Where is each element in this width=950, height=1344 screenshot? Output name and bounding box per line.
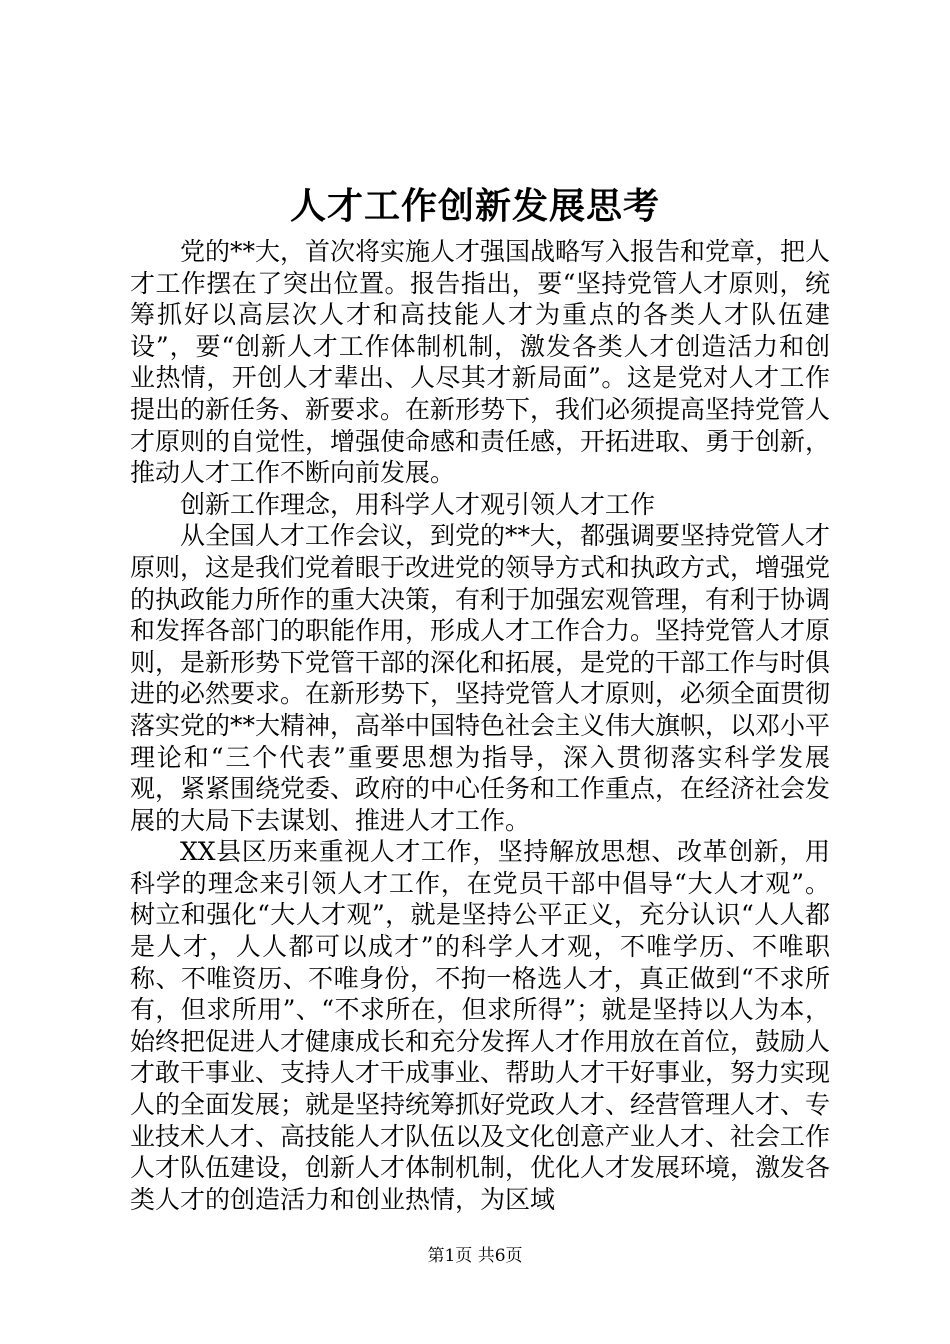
document-title: 人才工作创新发展思考 [289, 185, 660, 227]
page-footer: 第1页 共6页 [427, 1246, 523, 1266]
paragraph-intro: 党的**大，首次将实施人才强国战略写入报告和党章，把人才工作摆在了突出位置。报告指出，要“坚持党管人才原则，统筹抓好以高层次人才和高技能人才为重点的各类人才队伍建设”，要“创新人才工作体制机制，激发各类人才创造活力和创业热情，开创人才辈出、人尽其才新局面”。这是党对人才工作提出的新任务、新要求。在新形势下，我们必须提高坚持党管人才原则的自觉性，增强使命感和责任感，开拓进取、勇于创新，推动人才工作不断向前发展。 [130, 237, 831, 488]
document-body [130, 236, 830, 1215]
paragraph-principle: 从全国人才工作会议，到党的**大，都强调要坚持党管人才原则，这是我们党着眼于改进党的领导方式和执政方式，增强党的执政能力所作的重大决策，有利于加强宏观管理，有利于协调和发挥各部门的职能作用，形成人才工作合力。坚持党管人才原则，是新形势下党管干部的深化和拓展，是党的干部工作与时俱进的必然要求。在新形势下，坚持党管人才原则，必须全面贯彻落实党的**大精神，高举中国特色社会主义伟大旗帜，以邓小平理论和“三个代表”重要思想为指导，深入贯彻落实科学发展观，紧紧围绕党委、政府的中心任务和工作重点，在经济社会发展的大局下去谋划、推进人才工作。 [130, 521, 831, 835]
paragraph-county: XX县区历来重视人才工作，坚持解放思想、改革创新，用科学的理念来引领人才工作，在党员干部中倡导“大人才观”。树立和强化“大人才观”，就是坚持公平正义，充分认识“人人都是人才，人人都可以成才”的科学人才观，不唯学历、不唯职称、不唯资历、不唯身份，不拘一格选人才，真正做到“不求所有，但求所用”、“不求所在，但求所得”；就是坚持以人为本，始终把促进人才健康成长和充分发挥人才作用放在首位，鼓励人才敢干事业、支持人才干成事业、帮助人才干好事业，努力实现人的全面发展；就是坚持统筹抓好党政人才、经营管理人才、专业技术人才、高技能人才队伍以及文化创意产业人才、社会工作人才队伍建设，创新人才体制机制，优化人才发展环境，激发各类人才的创造活力和创业热情，为区域 [130, 837, 831, 1214]
section-heading: 创新工作理念，用科学人才观引领人才工作 [180, 489, 656, 519]
